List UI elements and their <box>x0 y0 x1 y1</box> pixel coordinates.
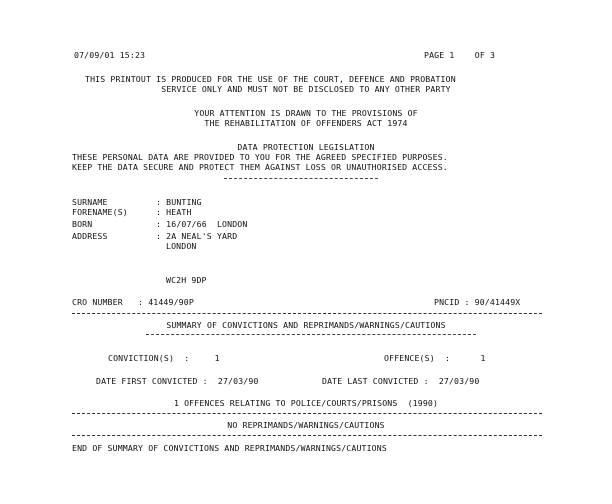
data-protection-line-2: KEEP THE DATA SECURE AND PROTECT THEM AGAINST LOSS OR UNAUTHORISED ACCESS. <box>72 162 448 172</box>
offences-relating-line: 1 OFFENCES RELATING TO POLICE/COURTS/PRISONS (1990) <box>173 398 439 408</box>
page-indicator: PAGE 1 OF 3 <box>424 50 496 60</box>
surname-label: SURNAME <box>72 197 108 207</box>
convictions-count: CONVICTION(S) : 1 <box>108 353 220 363</box>
forename-label: FORENAME(S) <box>72 207 128 217</box>
notice-line-1: THIS PRINTOUT IS PRODUCED FOR THE USE OF THE COURT, DEFENCE AND PROBATION <box>85 74 456 84</box>
rehab-line-1: YOUR ATTENTION IS DRAWN TO THE PROVISIONS OF <box>194 108 418 118</box>
offences-count: OFFENCE(S) : 1 <box>384 353 486 363</box>
summary-title: SUMMARY OF CONVICTIONS AND REPRIMANDS/WARNINGS/CAUTIONS <box>166 320 446 330</box>
address-line-2: LONDON <box>166 241 197 251</box>
section-divider <box>224 178 378 179</box>
address-postcode: WC2H 9DP <box>166 275 207 285</box>
data-protection-line-1: THESE PERSONAL DATA ARE PROVIDED TO YOU FOR THE AGREED SPECIFIED PURPOSES. <box>72 152 448 162</box>
divider-rule <box>72 413 542 414</box>
divider-rule <box>72 313 542 314</box>
forename-value: : HEATH <box>156 207 192 217</box>
surname-value: : BUNTING <box>156 197 202 207</box>
summary-title-underline <box>146 334 476 335</box>
address-line-1: : 2A NEAL'S YARD <box>156 231 238 241</box>
divider-rule <box>72 435 542 436</box>
date-first-convicted: DATE FIRST CONVICTED : 27/03/90 <box>96 376 259 386</box>
print-datetime: 07/09/01 15:23 <box>74 50 146 60</box>
rehab-line-2: THE REHABILITATION OF OFFENDERS ACT 1974 <box>204 118 408 128</box>
born-label: BORN <box>72 219 93 229</box>
data-protection-title: DATA PROTECTION LEGISLATION <box>237 142 375 152</box>
date-last-convicted: DATE LAST CONVICTED : 27/03/90 <box>322 376 480 386</box>
cro-number: CRO NUMBER : 41449/90P <box>72 297 194 307</box>
born-value: : 16/07/66 LONDON <box>156 219 248 229</box>
notice-line-2: SERVICE ONLY AND MUST NOT BE DISCLOSED TO ANY OTHER PARTY <box>161 84 451 94</box>
no-reprimands-line: NO REPRIMANDS/WARNINGS/CAUTIONS <box>227 420 385 430</box>
address-label: ADDRESS <box>72 231 108 241</box>
end-of-summary: END OF SUMMARY OF CONVICTIONS AND REPRIMANDS/WARNINGS/CAUTIONS <box>72 443 387 453</box>
pncid: PNCID : 90/41449X <box>434 297 521 307</box>
